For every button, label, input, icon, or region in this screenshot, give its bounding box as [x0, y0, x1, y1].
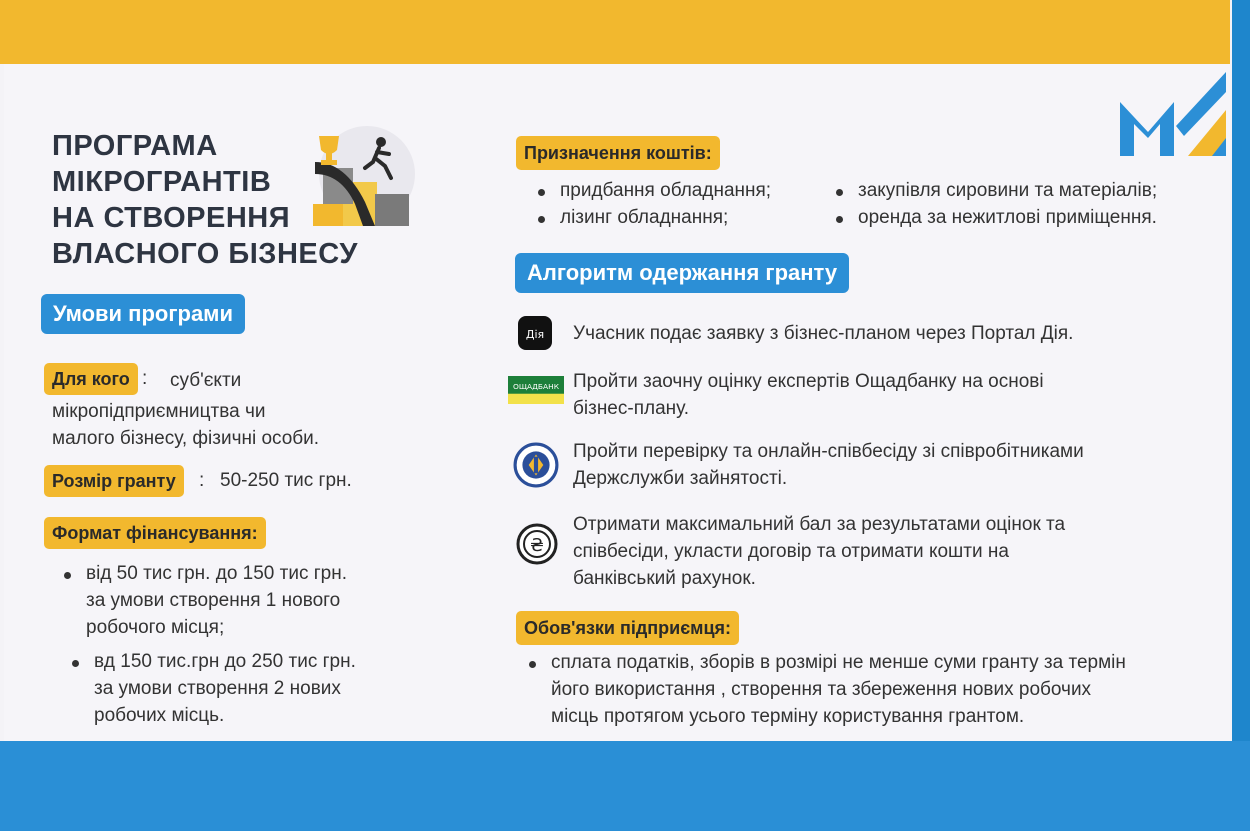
for-whom-line: суб'єкти [170, 370, 242, 391]
purpose-list-right [834, 177, 1214, 231]
employment-service-icon [513, 442, 559, 488]
obligation-line: сплата податків, зборів в розмірі не менше суми гранту за термін [551, 652, 1126, 673]
obligation-line: його використання , створення та збереження нових робочих [551, 679, 1092, 700]
financing-item-line: вд 150 тис.грн до 250 тис грн. [94, 651, 356, 672]
for-whom-line: мікропідприємництва чи [52, 401, 266, 422]
step-text [573, 438, 1084, 492]
financing-item [62, 560, 442, 641]
financing-list [62, 560, 442, 641]
obligations-list [527, 649, 1217, 730]
step-line: Держслужби зайнятості. [573, 468, 788, 489]
purpose-item-text: придбання обладнання; [560, 180, 772, 201]
financing-item-line: за умови створення 2 нових [94, 678, 341, 699]
top-yellow-band [0, 0, 1230, 64]
for-whom-label: Для кого [44, 363, 138, 395]
diia-icon [516, 314, 556, 354]
obligation-line: місць протягом усього терміну користування грантом. [551, 706, 1025, 727]
algorithm-heading: Алгоритм одержання гранту [515, 253, 849, 293]
oschadbank-icon-text: ОЩАДБАНК [512, 382, 560, 392]
step-line: бізнес-плану. [573, 398, 690, 419]
step-text [573, 320, 1073, 347]
step-text [573, 511, 1065, 592]
diia-icon-text: Дія [525, 328, 545, 341]
conditions-heading: Умови програми [41, 294, 245, 334]
purpose-heading: Призначення коштів: [516, 136, 720, 170]
step-line: Пройти заочну оцінку експертів Ощадбанку на основі [573, 371, 1044, 392]
obligations-heading: Обов'язки підприємця: [516, 611, 739, 645]
financing-item-line: робочих місць. [94, 705, 225, 726]
purpose-item-text: оренда за нежитлові приміщення. [858, 207, 1157, 228]
financing-item-line: від 50 тис грн. до 150 тис грн. [86, 563, 348, 584]
bottom-blue-band [0, 741, 1250, 831]
bullet-dot [538, 189, 545, 196]
obligation-item [527, 649, 1217, 730]
step-line: банківський рахунок. [573, 568, 756, 589]
oschadbank-icon [508, 376, 564, 404]
hryvnia-icon [515, 522, 559, 566]
purpose-item-text: лізинг обладнання; [560, 207, 729, 228]
grant-size-value: 50-250 тис грн. [220, 470, 352, 491]
purpose-list-left [536, 177, 826, 231]
for-whom-line: малого бізнесу, фізичні особи. [52, 428, 320, 449]
trophy-stairs-illustration [305, 122, 415, 232]
step-line: співбесіди, укласти договір та отримати кошти на [573, 541, 1009, 562]
purpose-item [834, 177, 1214, 204]
bullet-dot [529, 661, 536, 668]
for-whom-separator: : [142, 368, 148, 389]
purpose-item [536, 177, 826, 204]
bullet-dot [72, 660, 79, 667]
hryvnia-icon-text: ₴ [530, 535, 544, 556]
financing-item-line: робочого місця; [86, 617, 225, 638]
financing-item-line: за умови створення 1 нового [86, 590, 341, 611]
purpose-item-text: закупівля сировини та матеріалів; [858, 180, 1158, 201]
financing-format-label: Формат фінансування: [44, 517, 266, 549]
purpose-item [536, 204, 826, 231]
grant-size-separator: : [199, 470, 205, 491]
financing-item [70, 648, 450, 729]
title-line: ПРОГРАМА [52, 130, 218, 162]
step-line: Отримати максимальний бал за результатами оцінок та [573, 514, 1066, 535]
financing-list [70, 648, 450, 729]
bullet-dot [836, 189, 843, 196]
bullet-dot [836, 216, 843, 223]
title-line: МІКРОГРАНТІВ [52, 166, 272, 198]
step-line: Пройти перевірку та онлайн-співбесіду зі співробітниками [573, 441, 1084, 462]
bullet-dot [538, 216, 545, 223]
purpose-item [834, 204, 1214, 231]
bullet-dot [64, 572, 71, 579]
title-line: ВЛАСНОГО БІЗНЕСУ [52, 238, 358, 270]
step-line: Учасник подає заявку з бізнес-планом через Портал Дія. [573, 323, 1074, 344]
grant-size-label: Розмір гранту [44, 465, 184, 497]
title-line: НА СТВОРЕННЯ [52, 202, 291, 234]
brand-logo-icon [1116, 66, 1230, 160]
right-blue-band [1232, 0, 1250, 831]
step-text [573, 368, 1044, 422]
